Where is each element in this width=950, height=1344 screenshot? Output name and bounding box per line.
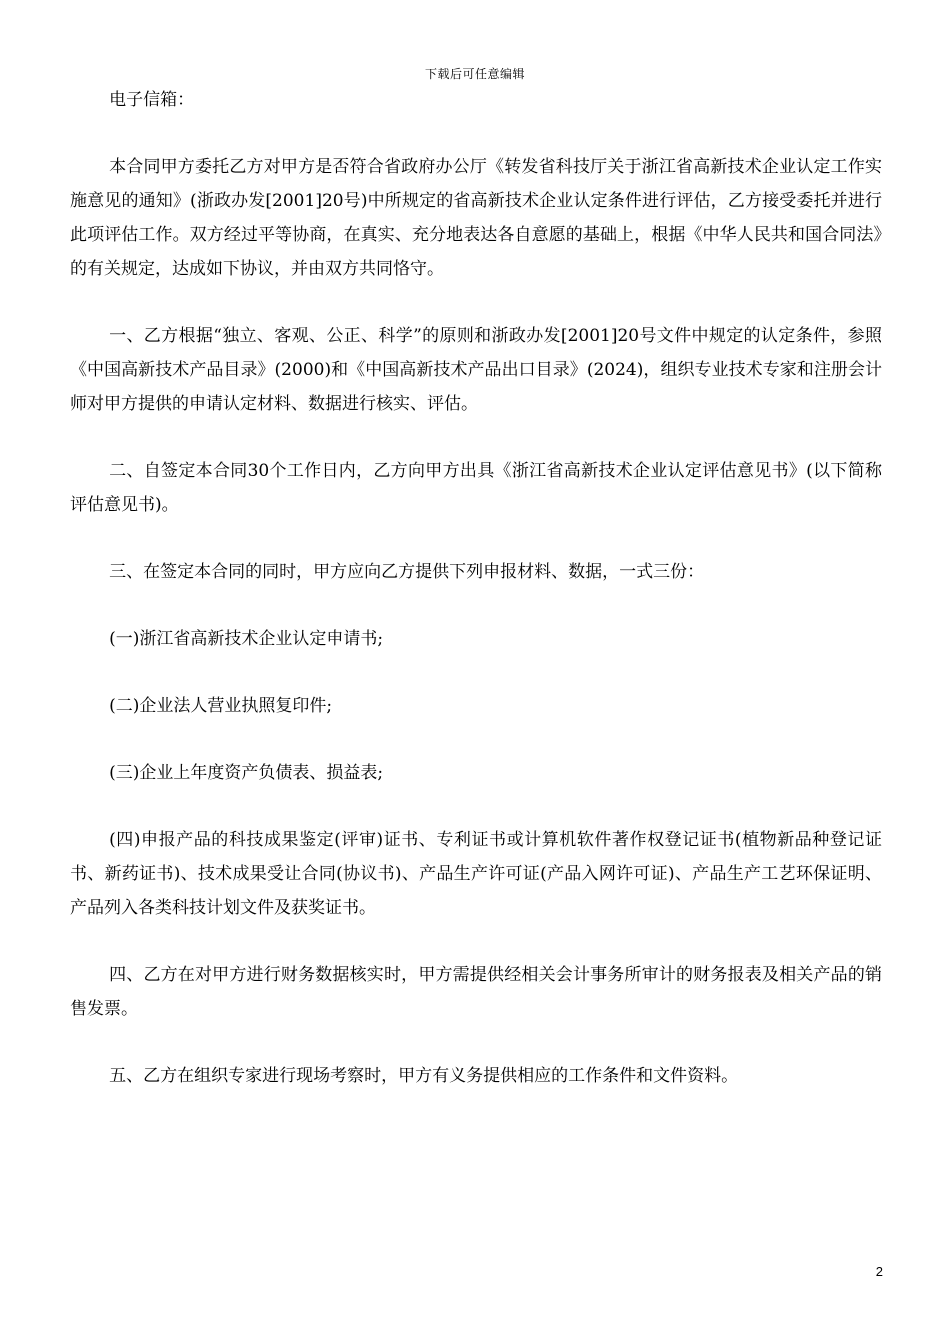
paragraph-item-4: (四)申报产品的科技成果鉴定(评审)证书、专利证书或计算机软件著作权登记证书(植物新品种登记证书、新药证书)、技术成果受让合同(协议书)、产品生产许可证(产品入网许可证)、产品生产工艺环保证明、产品列入各类科技计划文件及获奖证书。 — [70, 830, 882, 918]
paragraph-preamble: 本合同甲方委托乙方对甲方是否符合省政府办公厅《转发省科技厅关于浙江省高新技术企业认定工作实施意见的通知》(浙政办发[2001]20号)中所规定的省高新技术企业认定条件进行评估，乙方接受委托并进行此项评估工作。双方经过平等协商，在真实、充分地表达各自意愿的基础上，根据《中华人民共和国合同法》的有关规定，达成如下协议，并由双方共同恪守。 — [70, 157, 882, 279]
paragraph-clause-4: 四、乙方在对甲方进行财务数据核实时，甲方需提供经相关会计事务所审计的财务报表及相关产品的销售发票。 — [70, 965, 882, 1019]
paragraph-clause-3: 三、在签定本合同的同时，甲方应向乙方提供下列申报材料、数据，一式三份： — [109, 562, 705, 582]
page-number: 2 — [875, 1264, 883, 1279]
paragraph-clause-5: 五、乙方在组织专家进行现场考察时，甲方有义务提供相应的工作条件和文件资料。 — [109, 1066, 739, 1086]
paragraph-email: 电子信箱： — [109, 90, 195, 110]
document-body — [70, 83, 882, 1093]
page-header: 下载后可任意编辑 — [424, 67, 525, 81]
paragraph-clause-1: 一、乙方根据“独立、客观、公正、科学”的原则和浙政办发[2001]20号文件中规定的认定条件，参照《中国高新技术产品目录》(2000)和《中国高新技术产品出口目录》(2024)，组织专业技术专家和注册会计师对甲方提供的申请认定材料、数据进行核实、评估。 — [70, 326, 882, 414]
paragraph-item-2: (二)企业法人营业执照复印件; — [109, 696, 333, 716]
paragraph-clause-2: 二、自签定本合同30个工作日内，乙方向甲方出具《浙江省高新技术企业认定评估意见书》(以下简称评估意见书)。 — [70, 461, 882, 515]
paragraph-item-3: (三)企业上年度资产负债表、损益表; — [109, 763, 384, 783]
paragraph-item-1: (一)浙江省高新技术企业认定申请书; — [109, 629, 384, 649]
